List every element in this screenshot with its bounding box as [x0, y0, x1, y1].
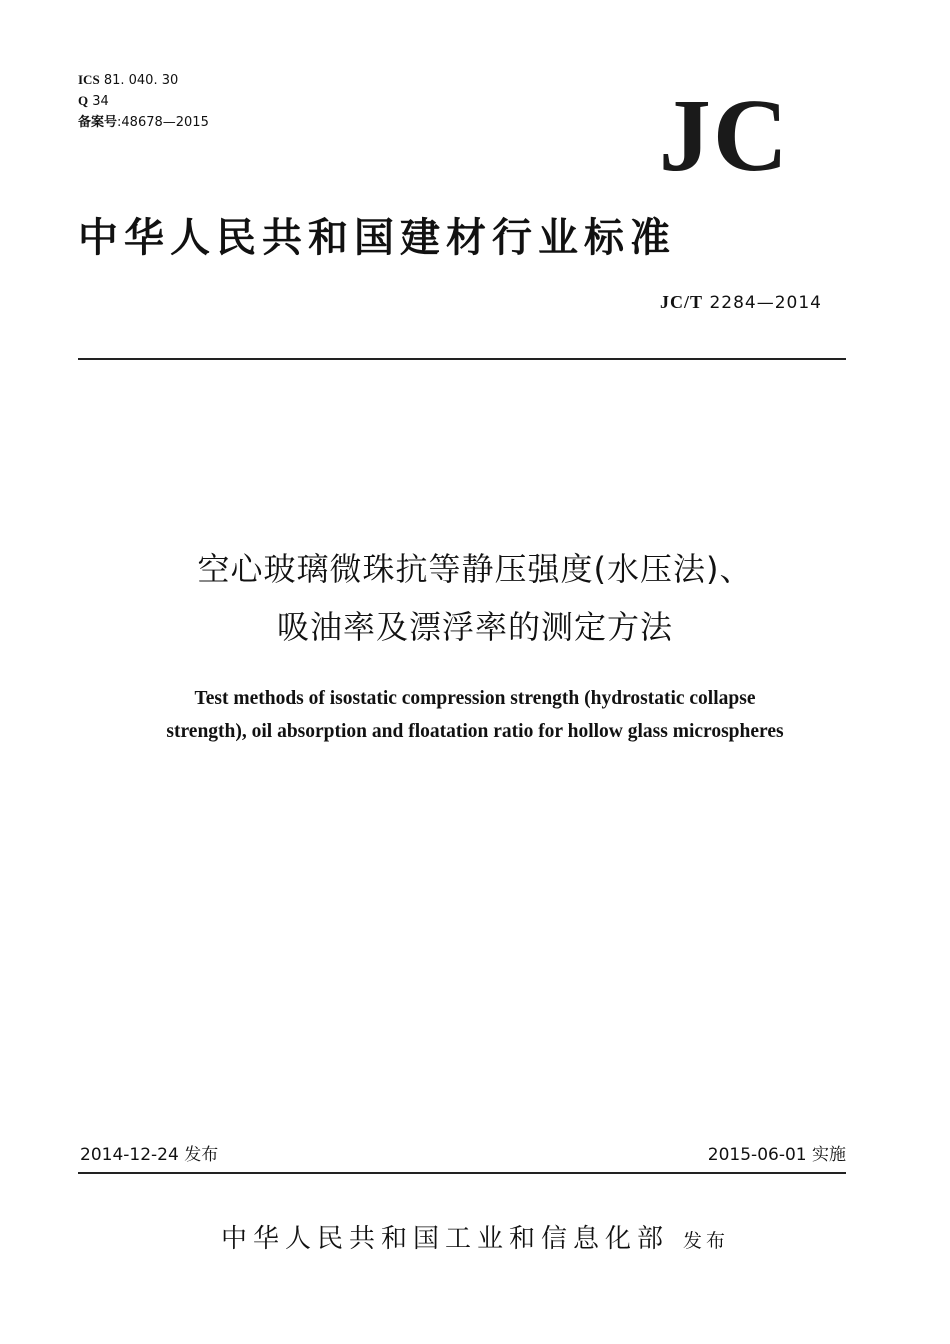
standard-type-title: 中华人民共和国建材行业标准 — [78, 214, 676, 261]
ics-value: 81. 040. 30 — [103, 73, 179, 88]
chinese-title-line-1: 空心玻璃微珠抗等静压强度(水压法)、 — [197, 550, 753, 588]
standard-number — [660, 292, 822, 313]
standard-number-value: 2284—2014 — [709, 293, 822, 313]
publisher-action: 发布 — [683, 1230, 730, 1252]
footer-divider — [78, 1172, 846, 1174]
english-title-line-2: strength), oil absorption and floatation ratio for hollow glass microspheres — [166, 721, 784, 742]
ccs-value: 34 — [92, 94, 109, 109]
english-title-line-1: Test methods of isostatic compression strength (hydrostatic collapse — [194, 688, 756, 709]
classification-block — [78, 70, 209, 133]
publisher-name: 中华人民共和国工业和信息化部 — [220, 1224, 669, 1254]
standard-number-prefix: JC/T — [660, 292, 704, 312]
record-line — [78, 112, 209, 133]
header-divider — [78, 358, 846, 360]
issue-date: 2014-12-24 发布 — [80, 1145, 219, 1165]
ics-line — [78, 70, 209, 91]
record-value: :48678—2015 — [117, 115, 209, 130]
implementation-date: 2015-06-01 实施 — [707, 1145, 846, 1165]
ccs-line — [78, 91, 209, 112]
english-title — [60, 682, 890, 748]
ccs-label: Q — [78, 93, 89, 108]
record-label: 备案号 — [78, 114, 118, 129]
publisher-line — [0, 1218, 950, 1255]
chinese-title-line-2: 吸油率及漂浮率的测定方法 — [276, 608, 673, 646]
ics-label: ICS — [78, 72, 100, 87]
chinese-title — [0, 540, 950, 656]
jc-logo: JC — [658, 78, 790, 193]
